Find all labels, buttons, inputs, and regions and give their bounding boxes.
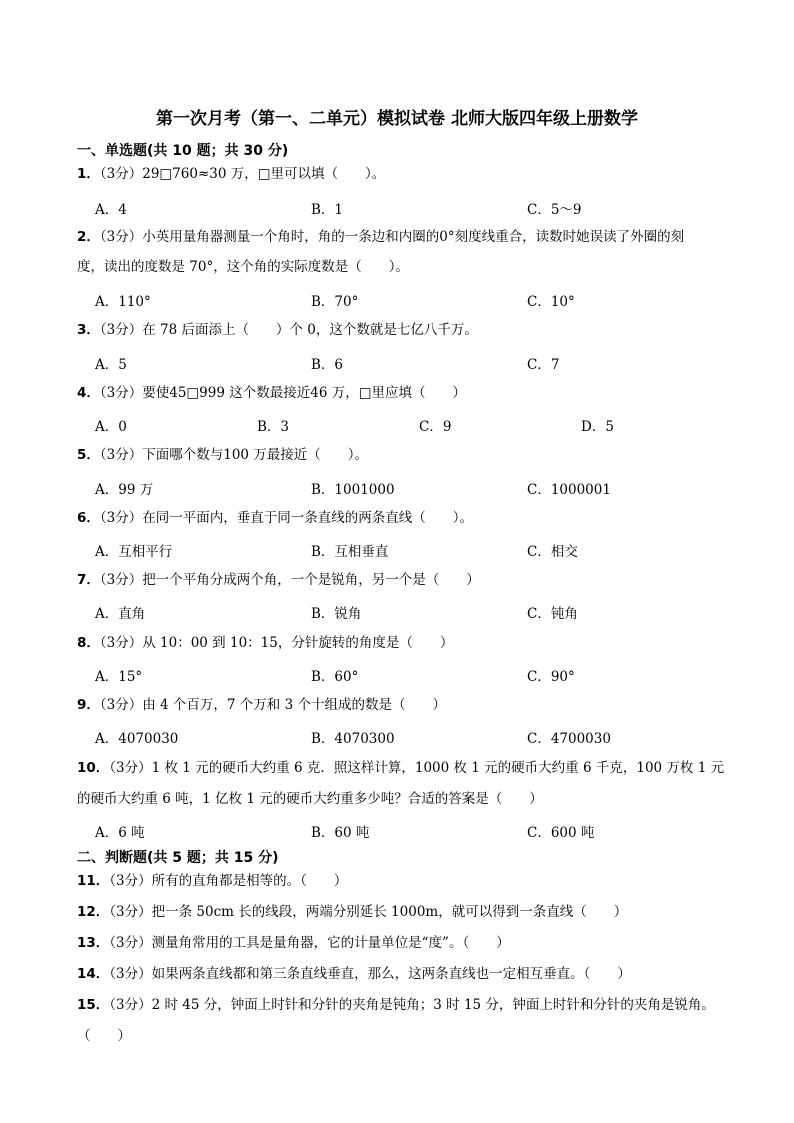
option-d: D．5 [581,419,614,435]
question-2 [77,227,684,247]
question-3 [77,320,478,340]
question-8 [77,633,453,653]
option-b: B．1 [311,202,344,218]
option-a: A．4 [95,202,127,218]
question-number: 11． [77,873,110,889]
option-c: C．4700030 [527,731,611,747]
option-c: C．9 [419,419,452,435]
question-9 [77,695,446,715]
option-a: A．99 万 [95,482,154,498]
question-number: 6． [77,510,100,526]
option-c: C．10° [527,294,575,310]
option-c: C．钝角 [527,606,578,622]
option-c: C．1000001 [527,482,611,498]
question-7 [77,570,480,590]
question-number: 5． [77,447,100,463]
option-c: C．90° [527,669,575,685]
option-b: B．互相垂直 [311,544,389,560]
option-c: C．5～9 [527,202,582,218]
question-number: 8． [77,635,100,651]
question-14 [77,964,631,984]
question-5 [77,445,368,465]
option-a: A．互相平行 [95,544,173,560]
question-number: 15． [77,997,110,1013]
option-a: A．6 吨 [95,825,145,841]
section-heading-true-false: 二、判断题(共 5 题；共 15 分) [77,850,279,866]
question-number: 2． [77,229,100,245]
question-text: （3分）下面哪个数与100 万最接近（ ）。 [99,447,369,463]
option-b: B．70° [311,294,359,310]
question-15-line-2: （ ） [77,1028,131,1044]
question-text: （3分）把一条 50cm 长的线段，两端分别延长 1000m，就可以得到一条直线（ ） [109,904,628,920]
option-c: C．7 [527,357,560,373]
option-a: A．15° [95,669,143,685]
page-title: 第一次月考（第一、二单元）模拟试卷 北师大版四年级上册数学 [156,109,638,129]
option-c: C．600 吨 [527,825,595,841]
question-number: 14． [77,966,110,982]
question-text: （3分）由 4 个百万，7 个万和 3 个十组成的数是（ ） [99,697,446,713]
question-text: （3分）要使45□999 这个数最接近46 万，□里应填（ ） [99,385,466,401]
question-12 [77,902,627,922]
question-number: 3． [77,322,100,338]
question-text: （3分）29□760≈30 万，□里可以填（ ）。 [99,166,386,182]
option-b: B．锐角 [311,606,362,622]
question-11 [77,871,347,891]
question-text: （3分）如果两条直线都和第三条直线垂直，那么，这两条直线也一定相互垂直。（ ） [109,966,631,982]
option-a: A．直角 [95,606,146,622]
question-2-line-2: 度，读出的度数是 70°，这个角的实际度数是（ ）。 [77,259,409,275]
question-number: 10． [77,760,110,776]
question-number: 7． [77,572,100,588]
question-10 [77,758,724,778]
question-15 [77,995,715,1015]
question-6 [77,508,473,528]
question-text: （3分）小英用量角器测量一个角时，角的一条边和内圈的0°刻度线重合，读数时她误读了外圈的刻 [99,229,685,245]
section-heading-single-choice: 一、单选题(共 10 题；共 30 分) [77,143,289,159]
option-b: B．6 [311,357,344,373]
question-text: （3分）所有的直角都是相等的。（ ） [109,873,348,889]
option-b: B．60 吨 [311,825,370,841]
option-a: A．5 [95,357,127,373]
option-b: B．1001000 [311,482,395,498]
question-text: （3分）从 10：00 到 10：15，分针旋转的角度是（ ） [99,635,454,651]
question-text: （3分）在同一平面内，垂直于同一条直线的两条直线（ ）。 [99,510,473,526]
option-b: B．3 [257,419,290,435]
question-text: （3分）1 枚 1 元的硬币大约重 6 克．照这样计算，1000 枚 1 元的硬币大约重 6 千克，100 万枚 1 元 [109,760,725,776]
question-number: 12． [77,904,110,920]
question-text: （3分）把一个平角分成两个角，一个是锐角，另一个是（ ） [99,572,480,588]
question-text: （3分）在 78 后面添上（ ）个 0，这个数就是七亿八千万。 [99,322,478,338]
option-a: A．0 [95,419,127,435]
question-text: （3分）测量角常用的工具是量角器，它的计量单位是“度”。（ ） [109,935,510,951]
option-c: C．相交 [527,544,578,560]
question-10-line-2: 的硬币大约重 6 吨，1 亿枚 1 元的硬币大约重多少吨？合适的答案是（ ） [77,791,543,807]
question-number: 1． [77,166,100,182]
question-text: （3分）2 时 45 分，钟面上时针和分针的夹角是钝角；3 时 15 分，钟面上时针和分针的夹角是锐角。 [109,997,715,1013]
option-a: A．4070030 [95,731,179,747]
question-1 [77,164,385,184]
question-13 [77,933,510,953]
question-number: 13． [77,935,110,951]
option-b: B．4070300 [311,731,395,747]
option-a: A．110° [95,294,151,310]
question-number: 9． [77,697,100,713]
option-b: B．60° [311,669,359,685]
question-number: 4． [77,385,100,401]
question-4 [77,383,466,403]
